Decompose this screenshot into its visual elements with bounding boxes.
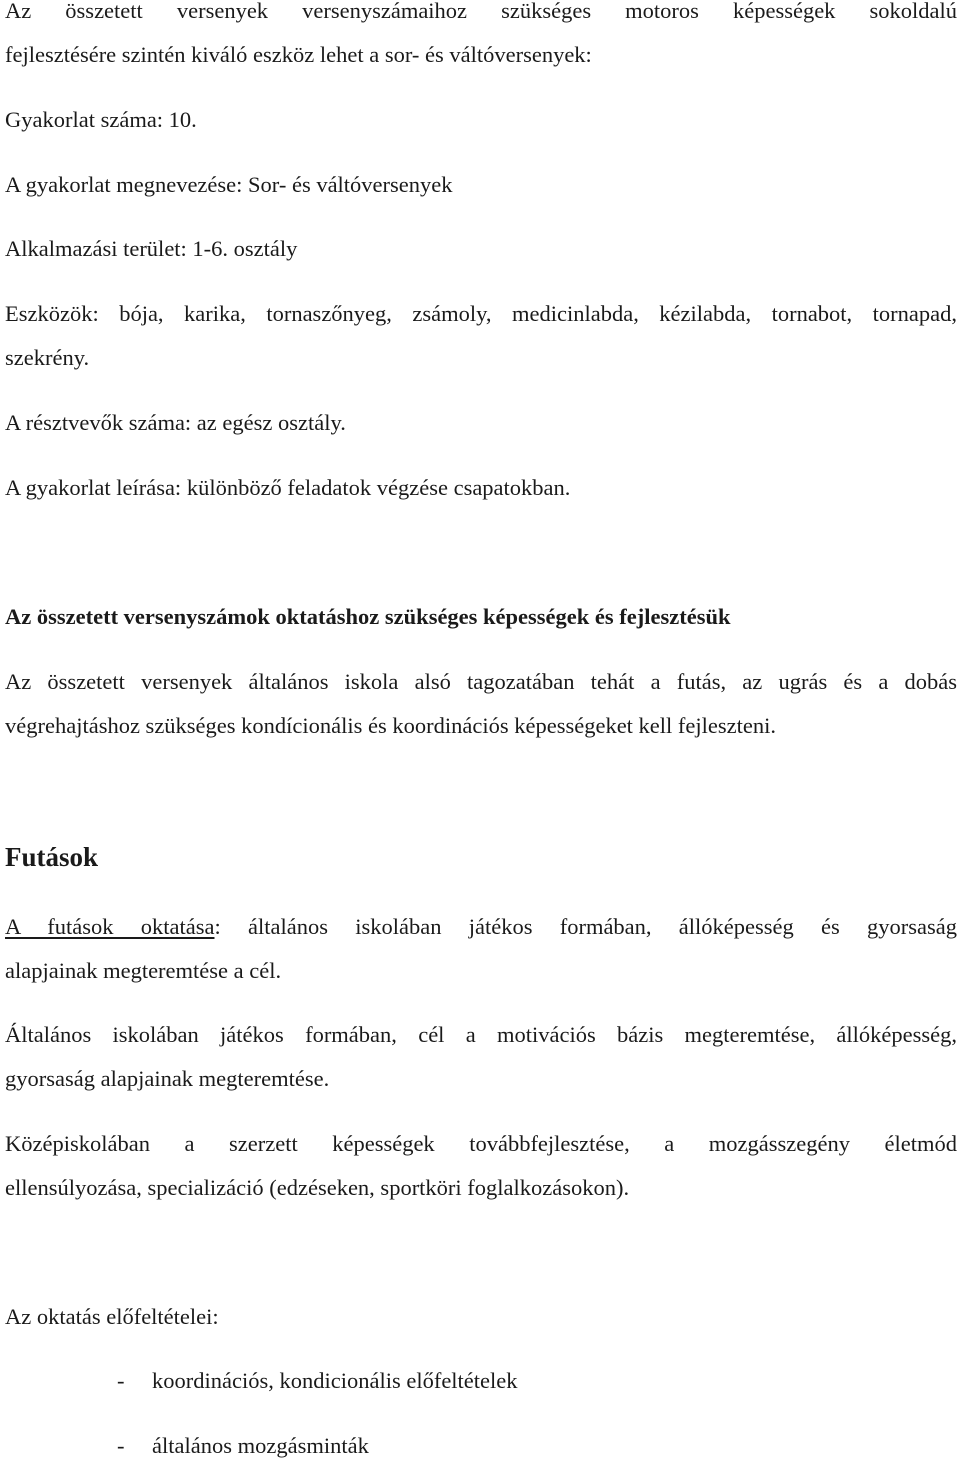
futasok-paragraph-3-line-2: ellensúlyozása, specializáció (edzéseken, sportköri foglalkozásokon).	[5, 1175, 630, 1200]
exercise-description: A gyakorlat leírása: különböző feladatok végzése csapatokban.	[5, 475, 571, 500]
futasok-paragraph-2-line-2: gyorsaság alapjainak megteremtése.	[5, 1066, 330, 1091]
exercise-tools-line-2: szekrény.	[5, 345, 90, 370]
prerequisites-title: Az oktatás előfeltételei:	[5, 1304, 219, 1329]
exercise-participants: A résztvevők száma: az egész osztály.	[5, 410, 346, 435]
section-heading-futasok: Futások	[5, 842, 99, 872]
exercise-area: Alkalmazási terület: 1-6. osztály	[5, 236, 298, 261]
intro-line-1: Az összetett versenyek versenyszámaihoz szükséges motoros képességek sokoldalú	[5, 0, 957, 23]
futasok-paragraph-1-line-2: alapjainak megteremtése a cél.	[5, 958, 282, 983]
futasok-oktatasa-label: A futások oktatása	[5, 914, 215, 939]
exercise-tools-line-1: Eszközök: bója, karika, tornaszőnyeg, zsámoly, medicinlabda, kézilabda, tornabot, tornapad,	[5, 301, 957, 326]
futasok-paragraph-1-rest: : általános iskolában játékos formában, állóképesség és gyorsaság	[214, 914, 957, 939]
futasok-paragraph-2-line-1: Általános iskolában játékos formában, cél a motivációs bázis megteremtése, állóképesség,	[5, 1022, 957, 1047]
list-item-text: koordinációs, kondicionális előfeltételek	[152, 1368, 518, 1393]
futasok-paragraph-3-line-1: Középiskolában a szerzett képességek továbbfejlesztése, a mozgásszegény életmód	[5, 1131, 957, 1156]
exercise-number: Gyakorlat száma: 10.	[5, 107, 197, 132]
exercise-name: A gyakorlat megnevezése: Sor- és váltóversenyek	[5, 172, 453, 197]
section1-paragraph-line-1: Az összetett versenyek általános iskola alsó tagozatában tehát a futás, az ugrás és a dobás	[5, 669, 957, 694]
futasok-paragraph-1-line-1	[5, 914, 957, 940]
list-bullet-dash: -	[117, 1433, 125, 1458]
section-heading-capabilities: Az összetett versenyszámok oktatáshoz szükséges képességek és fejlesztésük	[5, 604, 731, 629]
section1-paragraph-line-2: végrehajtáshoz szükséges kondícionális és koordinációs képességeket kell fejleszteni.	[5, 713, 776, 738]
intro-line-2: fejlesztésére szintén kiváló eszköz lehet a sor- és váltóversenyek:	[5, 42, 592, 67]
list-item-text: általános mozgásminták	[152, 1433, 369, 1458]
list-bullet-dash: -	[117, 1368, 125, 1393]
